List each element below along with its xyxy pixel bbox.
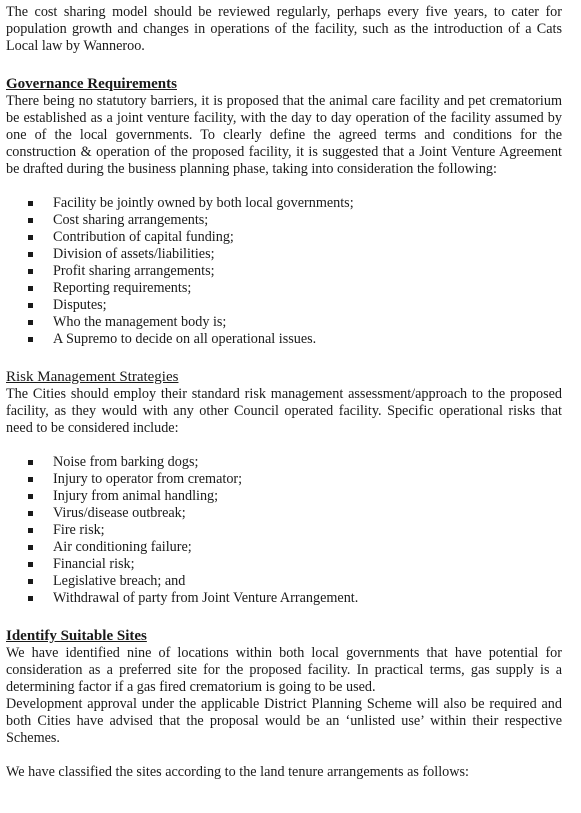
bullet-icon (28, 511, 33, 516)
risk-heading: Risk Management Strategies (6, 369, 179, 385)
list-item: Disputes; (6, 297, 562, 314)
list-item: Cost sharing arrangements; (6, 212, 562, 229)
bullet-icon (28, 286, 33, 291)
list-item: Reporting requirements; (6, 280, 562, 297)
bullet-icon (28, 545, 33, 550)
list-item: Injury to operator from cremator; (6, 471, 562, 488)
governance-paragraph: There being no statutory barriers, it is proposed that the animal care facility and pet crematorium be established as a joint venture facility, with the day to day operation of the facility assumed by one of the local governments. To clearly define the agreed terms and conditions for the construction & operation of the proposed facility, it is suggested that a Joint Venture Agreement be drafted during the business planning phase, taking into consideration the following: (6, 93, 562, 177)
bullet-icon (28, 460, 33, 465)
list-item: Injury from animal handling; (6, 488, 562, 505)
risk-list (6, 454, 562, 607)
bullet-icon (28, 562, 33, 567)
list-item: Withdrawal of party from Joint Venture Arrangement. (6, 590, 562, 607)
bullet-icon (28, 201, 33, 206)
bullet-icon (28, 218, 33, 223)
list-item: A Supremo to decide on all operational issues. (6, 331, 562, 348)
list-item: Who the management body is; (6, 314, 562, 331)
sites-heading: Identify Suitable Sites (6, 628, 147, 644)
document-page (6, 4, 562, 781)
bullet-icon (28, 579, 33, 584)
bullet-icon (28, 596, 33, 601)
list-item: Noise from barking dogs; (6, 454, 562, 471)
list-item: Legislative breach; and (6, 573, 562, 590)
intro-paragraph: The cost sharing model should be reviewed regularly, perhaps every five years, to cater for population growth and changes in operations of the facility, such as the introduction of a Cats Local law by Wanneroo. (6, 4, 562, 54)
bullet-icon (28, 528, 33, 533)
sites-paragraph-3: We have classified the sites according to the land tenure arrangements as follows: (6, 764, 469, 780)
bullet-icon (28, 252, 33, 257)
governance-heading: Governance Requirements (6, 76, 177, 92)
risk-paragraph: The Cities should employ their standard risk management assessment/approach to the proposed facility, as they would with any other Council operated facility. Specific operational risks that need to be considered include: (6, 386, 562, 436)
bullet-icon (28, 337, 33, 342)
list-item: Facility be jointly owned by both local governments; (6, 195, 562, 212)
bullet-icon (28, 320, 33, 325)
list-item: Contribution of capital funding; (6, 229, 562, 246)
list-item: Division of assets/liabilities; (6, 246, 562, 263)
list-item: Financial risk; (6, 556, 562, 573)
list-item: Fire risk; (6, 522, 562, 539)
sites-paragraph-2: Development approval under the applicable District Planning Scheme will also be required and both Cities have advised that the proposal would be an ‘unlisted use’ within their respective Schemes. (6, 696, 562, 746)
bullet-icon (28, 269, 33, 274)
bullet-icon (28, 477, 33, 482)
bullet-icon (28, 303, 33, 308)
bullet-icon (28, 494, 33, 499)
governance-list (6, 195, 562, 348)
list-item: Virus/disease outbreak; (6, 505, 562, 522)
bullet-icon (28, 235, 33, 240)
list-item: Air conditioning failure; (6, 539, 562, 556)
sites-paragraph-1: We have identified nine of locations within both local governments that have potential for consideration as a preferred site for the proposed facility. In practical terms, gas supply is a determining factor if a gas fired crematorium is going to be used. (6, 645, 562, 695)
list-item: Profit sharing arrangements; (6, 263, 562, 280)
